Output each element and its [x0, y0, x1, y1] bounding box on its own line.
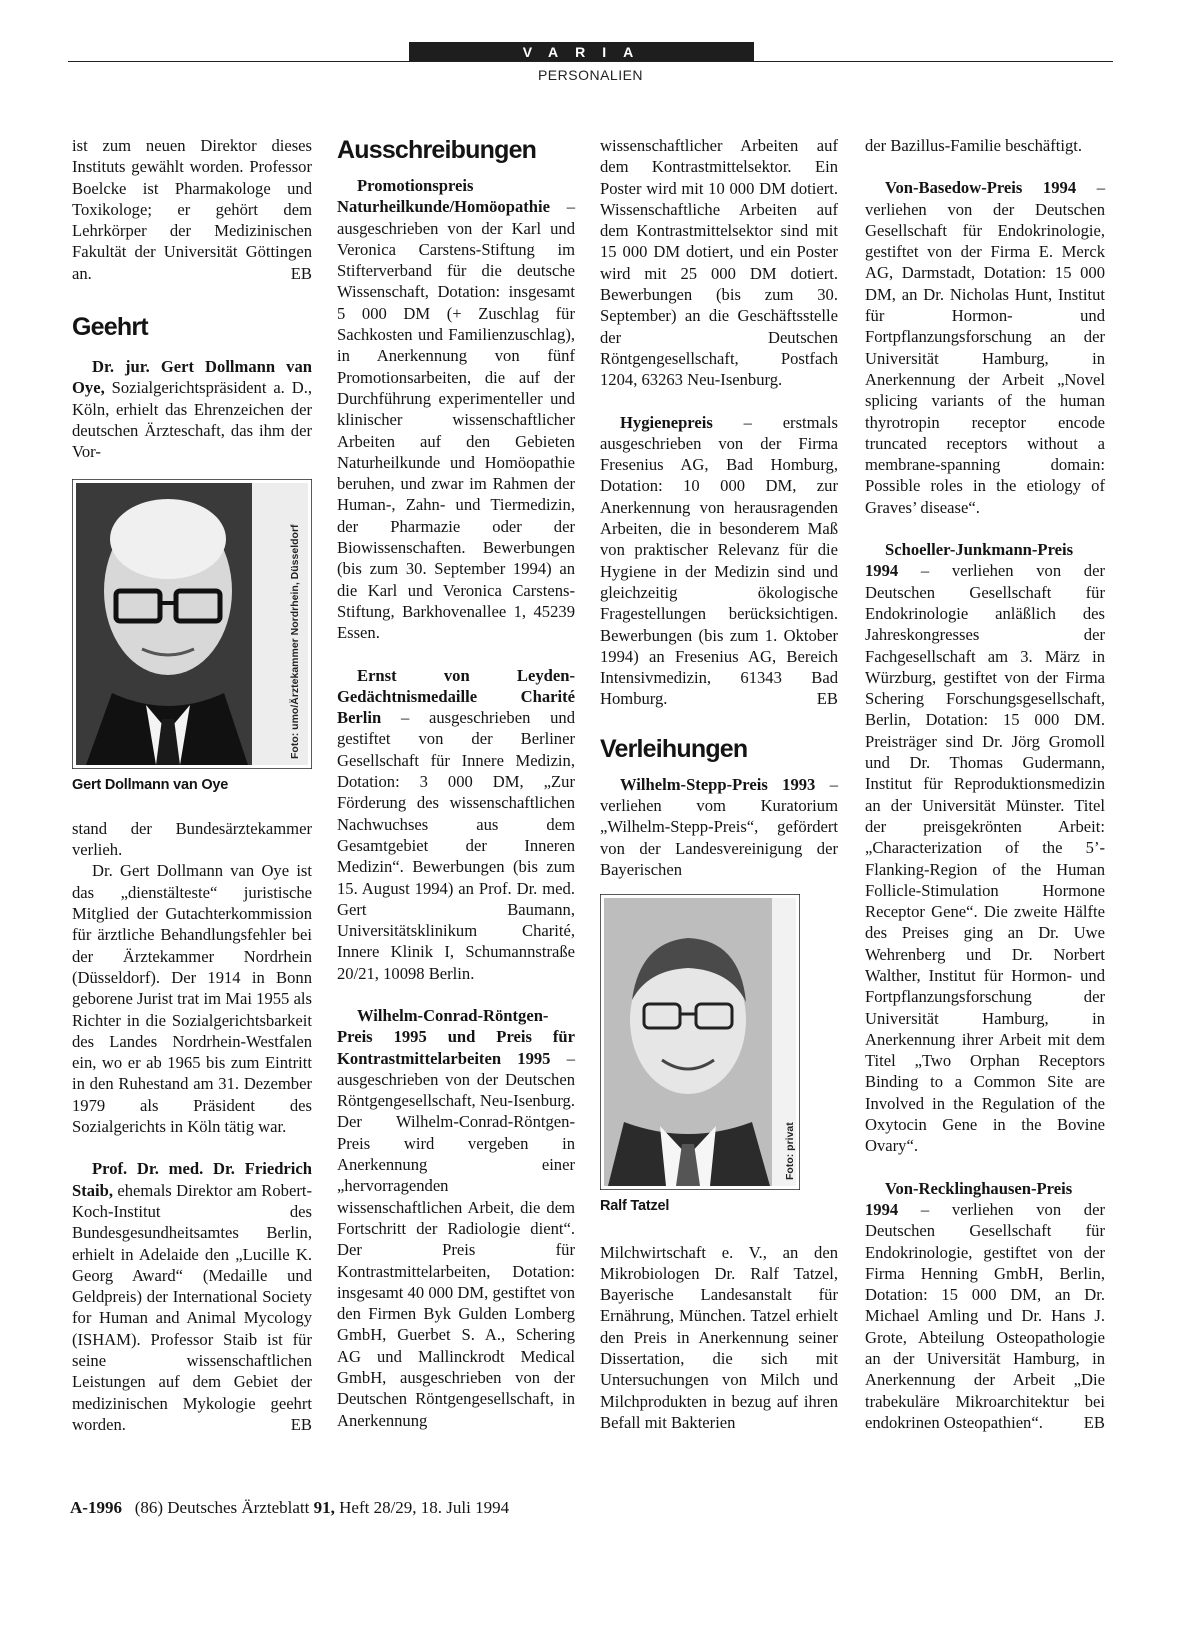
photo-caption: Ralf Tatzel: [600, 1198, 670, 1215]
subsection-title: PERSONALIEN: [537, 67, 644, 83]
recklinghausen-paragraph: Von-Recklinghausen-Preis 1994 – verliehen von der Deutschen Gesellschaft für Endokrinologie, gestiftet von der Firma Henning GmbH, Berlin, Dotation: 15 000 DM, an Dr. Michael Amling und Dr. Hans J. Grote, Abteilung Osteopathologie an der Universität Hamburg, in Anerkennung der Arbeit „Die trabekuläre Mikroarchitektur bei endokrinen Osteopathien“. EB: [865, 1178, 1105, 1432]
issue-info: Heft 28/29, 18. Juli 1994: [339, 1498, 510, 1517]
award-name: Hygienepreis: [620, 412, 713, 432]
signature: EB: [290, 263, 312, 283]
portrait-tatzel-image: [600, 894, 800, 1190]
column-1: [72, 135, 312, 1456]
basedow-paragraph: Von-Basedow-Preis 1994 – verliehen von der Deutschen Gesellschaft für Endokrinologie, gestiftet von der Firma E. Merck AG, Darmstadt, Dotation: 15 000 DM, an Dr. Nicholas Hunt, Institut für Hormon- und Fortpflanzungsforschung an der Universität Hamburg, in Anerkennung der Arbeit „Novel splicing variants of the human thyrotropin receptor encode truncated receptors without a membrane-spanning domain: Possible roles in the etiology of Graves’ disease“.: [865, 178, 1105, 517]
heading-verleihungen: Verleihungen: [600, 734, 748, 763]
schoeller-paragraph: Schoeller-Junkmann-Preis 1994 – verliehen von der Deutschen Gesellschaft für Endokrinologie anläßlich des Jahreskongresses der Fachgesellschaft am 3. März in Würzburg, gestiftet von der Firma Schering Forschungsgesellschaft, Berlin, Dotation: 15 000 DM. Preisträger sind Dr. Jörg Gromoll und Dr. Thomas Gudermann, Institut für Reproduktionsmedizin an der Universität Münster. Titel der preisgekrönten Arbeit: „Characterization of the 5’-Flanking-Region of the Human Follicle-Stimulation Hormone Receptor Gene“. Die zweite Hälfte des Preises ging an Dr. Uwe Wehrenberg und Dr. Norbert Walther, Institut für Hormon- und Fortpflanzungsforschung der Universität Hamburg, in Anerkennung ihrer Arbeit mit dem Titel „Two Orphan Receptors Binding to a Common Site are Involved in the Regulation of the Oxytocin Gene in the Bovine Ovary“.: [865, 540, 1105, 1156]
column-3: [600, 135, 838, 1433]
portrait-dollmann-photo: [72, 479, 312, 769]
award-name: Ernst von Leyden-Gedächtnismedaille Charité Berlin: [337, 665, 575, 728]
stepp-end: der Bazillus-Familie beschäftigt.: [865, 136, 1083, 155]
intro-paragraph: ist zum neuen Direktor dieses Instituts gewählt worden. Professor Boelcke ist Pharmakologe und Toxikologe; er gehört dem Lehrkörper der Medizinischen Fakultät der Universität Göttingen an. EB: [72, 136, 312, 283]
portrait-tatzel-photo: [600, 894, 838, 1190]
photo-credit: Foto: privat: [784, 1122, 796, 1181]
portrait-dollmann-image: [72, 479, 312, 769]
roentgen-paragraph: Wilhelm-Conrad-Röntgen-Preis 1995 und Preis für Kontrastmittelarbeiten 1995 – ausgeschrieben von der Deutschen Röntgengesellschaft, Neu-Isenburg. Der Wilhelm-Conrad-Röntgen-Preis wird vergeben in Anerkennung einer „hervorragenden wissenschaftlichen Arbeit, die dem Fortschritt der Radiologie dient“. Der Preis für Kontrastmittelarbeiten, Dotation: insgesamt 40 000 DM, gestiftet von den Firmen Byk Gulden Lomberg GmbH, Guerbet S. A., Schering AG und Mallinckrodt Medical GmbH, ausgeschrieben von der Deutschen Röntgengesellschaft, in Anerkennung: [337, 1005, 575, 1430]
heading-geehrt: Geehrt: [72, 313, 148, 342]
section-header-bar: [409, 42, 754, 62]
signature: EB: [1083, 1412, 1105, 1432]
roentgen-continuation: wissenschaftlicher Arbeiten auf dem Kontrastmittelsektor. Ein Poster wird mit 10 000 DM dotiert. Wissenschaftliche Arbeiten auf dem Kontrastmittelsektor sind mit 15 000 DM dotiert, und ein Poster wird mit 25 000 DM dotiert. Bewerbungen (bis zum 30. September) an die Geschäftsstelle der Deutschen Röntgengesellschaft, Postfach 1204, 63263 Neu-Isenburg.: [600, 136, 838, 390]
award-name: Wilhelm-Stepp-Preis 1993: [620, 774, 816, 794]
dollmann-continuation: stand der Bundesärztekammer verlieh.: [72, 818, 312, 860]
stepp-continuation: Milchwirtschaft e. V., an den Mikrobiologen Dr. Ralf Tatzel, Bayerische Landesanstalt für Ernährung, München. Tatzel erhielt den Preis in Anerkennung seiner Dissertation, die sich mit Untersuchungen von Milch und Milchprodukten in bezug auf ihren Befall mit Bakterien: [600, 1242, 838, 1432]
promotionspreis-paragraph: Promotionspreis Naturheilkunde/Homöopathie – ausgeschrieben von der Karl und Veronica Carstens-Stiftung im Stifterverband für die deutsche Wissenschaft, Dotation: insgesamt 5 000 DM (+ Zuschlag für Sachkosten und Familienzuschlag), in Anerkennung von fünf Promotionsarbeiten, die auf der Durchführung experimenteller und klinischer wissenschaftlicher Arbeiten auf den Gebieten Naturheilkunde und Homöopathie beruhen, und zwar im Rahmen der Human-, Zahn- und Tiermedizin, der Pharmazie oder der Biowissenschaften. Bewerbungen (bis zum 30. September 1994) an die Karl und Veronica Carstens-Stiftung, Barkhovenallee 1, 45239 Essen.: [337, 176, 575, 643]
stepp-paragraph: Wilhelm-Stepp-Preis 1993 – verliehen vom Kuratorium „Wilhelm-Stepp-Preis“, gefördert von der Landesvereinigung der Bayerischen: [600, 774, 838, 879]
photo-caption: Gert Dollmann van Oye: [72, 776, 229, 793]
page-number: A-1996: [70, 1498, 122, 1517]
section-title: VARIA: [522, 44, 651, 60]
hygienepreis-paragraph: Hygienepreis – erstmals ausgeschrieben von der Firma Fresenius AG, Bad Homburg, Dotation: 10 000 DM, zur Anerkennung von herausragenden Arbeiten, die in besonderem Maß von praktischer Relevanz für die Hygiene in der Medizin sind und gleichzeitig ökologische Fragestellungen berücksichtigen. Bewerbungen (bis zum 1. Oktober 1994) an Fresenius AG, Bereich Intensivmedizin, 61343 Bad Homburg. EB: [600, 412, 838, 709]
signature: EB: [816, 689, 838, 709]
dollmann-paragraph: Dr. jur. Gert Dollmann van Oye, Sozialgerichtspräsident a. D., Köln, erhielt das Ehrenzeichen der deutschen Ärzteschaft, das ihm der Vor-: [72, 357, 312, 462]
leyden-paragraph: Ernst von Leyden-Gedächtnismedaille Charité Berlin – ausgeschrieben und gestiftet von der Berliner Gesellschaft für Innere Medizin, Dotation: 3 000 DM, „Zur Förderung des wissenschaftlichen Nachwuchses aus dem Gesamtgebiet der Inneren Medizin“. Bewerbungen (bis zum 15. August 1994) an Prof. Dr. med. Gert Baumann, Universitätsklinikum Charité, Innere Klinik I, Schumannstraße 20/21, 10098 Berlin.: [337, 665, 575, 983]
header-rule: [68, 61, 1113, 62]
award-name: Von-Recklinghausen-Preis 1994: [865, 1178, 1073, 1219]
heading-ausschreibungen: Ausschreibungen: [337, 136, 537, 164]
award-name: Schoeller-Junkmann-Preis 1994: [865, 540, 1074, 581]
dollmann-name: Dr. jur. Gert Dollmann van Oye,: [72, 357, 312, 398]
signature: EB: [290, 1414, 312, 1434]
photo-credit: Foto: umo/Ärztekammer Nordrhein, Düsseldorf: [288, 524, 301, 759]
journal-name: Deutsches Ärzteblatt: [167, 1498, 310, 1517]
award-name: Wilhelm-Conrad-Röntgen-Preis 1995 und Preis für Kontrastmittelarbeiten 1995: [337, 1005, 575, 1068]
award-name: Promotionspreis Naturheilkunde/Homöopathie: [337, 176, 550, 217]
dollmann-paragraph-2: Dr. Gert Dollmann van Oye ist das „dienstälteste“ juristische Mitglied der Gutachterkommission für ärztliche Behandlungsfehler bei der Ärztekammer Nordrhein (Düsseldorf). Der 1914 in Bonn geborene Jurist trat im Mai 1955 als Richter in die Sozialgerichtsbarkeit des Landes Nordrhein-Westfalen ein, wo er ab 1965 bis zum Eintritt in den Ruhestand am 31. Dezember 1979 als Präsident des Sozialgerichts in Köln tätig war.: [72, 861, 312, 1137]
column-2: [337, 135, 575, 1431]
column-4: [865, 135, 1105, 1433]
staib-name: Prof. Dr. med. Dr. Friedrich Staib,: [72, 1159, 312, 1200]
page-number-internal: (86): [134, 1498, 164, 1517]
page-footer: [70, 1498, 509, 1518]
volume-number: 91,: [313, 1498, 335, 1517]
staib-paragraph: Prof. Dr. med. Dr. Friedrich Staib, ehemals Direktor am Robert-Koch-Institut des Bundesgesundheitsamtes Berlin, erhielt in Adelaide den „Lucille K. Georg Award“ (Medaille und Geldpreis) der International Society for Human and Animal Mycology (ISHAM). Professor Staib ist für seine wissenschaftlichen Leistungen auf dem Gebiet der medizinischen Mykologie geehrt worden. EB: [72, 1159, 312, 1434]
award-name: Von-Basedow-Preis 1994: [885, 178, 1077, 198]
